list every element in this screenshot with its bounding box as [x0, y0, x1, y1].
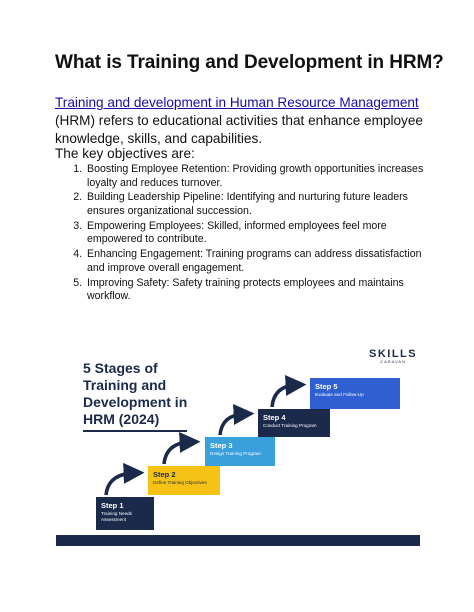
- logo-subtitle: CARAVAN: [380, 359, 406, 364]
- objective-item: 4. Enhancing Engagement: Training programs can address dissatisfaction and improve overall engagement.: [85, 248, 435, 275]
- intro-link[interactable]: Training and development in Human Resource Management: [55, 95, 419, 110]
- objectives-heading: The key objectives are:: [55, 146, 195, 161]
- stages-infographic: [56, 342, 420, 546]
- step-3-box: [205, 437, 275, 466]
- arrow-icon: [220, 414, 244, 435]
- step-4-box: [258, 409, 330, 437]
- logo-wordmark: SKILLS: [369, 348, 418, 360]
- objective-item: 1. Boosting Employee Retention: Providing growth opportunities increases loyalty and reduces turnover.: [85, 163, 435, 190]
- step-label: Step 3: [210, 441, 233, 450]
- intro-paragraph: [55, 94, 435, 148]
- step-description: Evaluate and Follow-Up: [315, 392, 364, 397]
- step-description: Define Training Objectives: [153, 480, 207, 485]
- page-title: What is Training and Development in HRM?: [55, 52, 444, 73]
- intro-text: (HRM) refers to educational activities that enhance employee knowledge, skills, and capabilities.: [55, 113, 423, 146]
- step-1-box: [96, 497, 154, 530]
- arrow-icon: [106, 473, 134, 495]
- objective-item: 2. Building Leadership Pipeline: Identifying and nurturing future leaders ensures organizational succession.: [85, 191, 435, 218]
- step-label: Step 2: [153, 470, 176, 479]
- objective-item: 5. Improving Safety: Safety training protects employees and maintains workflow.: [85, 277, 435, 304]
- step-description: Design Training Program: [210, 451, 261, 456]
- infographic-title: 5 Stages of Training and Development in HRM (2024): [83, 360, 188, 427]
- step-label: Step 4: [263, 413, 286, 422]
- arrow-icon: [272, 385, 296, 407]
- step-label: Step 5: [315, 382, 338, 391]
- objectives-list: [68, 163, 435, 305]
- step-description: Conduct Training Program: [263, 423, 317, 428]
- step-label: Step 1: [101, 501, 124, 510]
- step-2-box: [148, 466, 220, 495]
- step-description: Training Needs Assessment: [101, 511, 132, 522]
- step-5-box: [310, 378, 400, 409]
- objective-item: 3. Empowering Employees: Skilled, informed employees feel more empowered to contribute.: [85, 220, 435, 247]
- infographic-footer-bar: [56, 535, 420, 546]
- arrow-icon: [164, 442, 190, 464]
